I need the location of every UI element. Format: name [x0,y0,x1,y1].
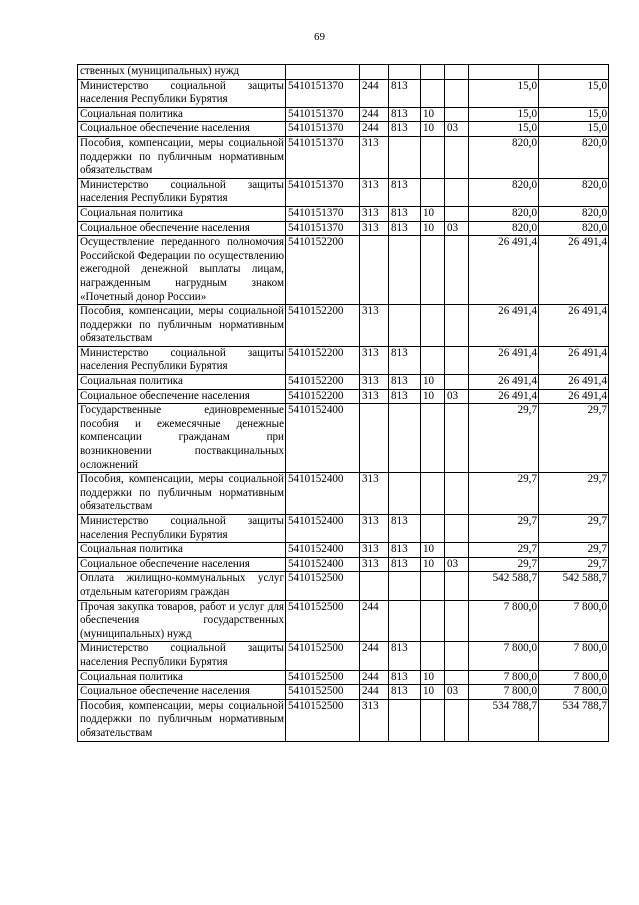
target-article-code-cell: 5410152500 [286,670,360,685]
amount-cell: 29,7 [539,515,609,543]
expense-type-code-cell [360,236,389,305]
section-code-cell [421,178,445,206]
row-name-cell: Пособия, компенсации, меры социальной поддержки по публичным нормативным обязательствам [78,136,286,178]
expense-type-code-cell: 313 [360,221,389,236]
section-code-cell: 10 [421,375,445,390]
expense-type-code-cell: 313 [360,515,389,543]
amount-cell: 26 491,4 [469,236,539,305]
amount-cell: 26 491,4 [469,375,539,390]
section-code-cell: 10 [421,670,445,685]
target-article-code-cell: 5410152200 [286,375,360,390]
table-row [78,389,609,404]
amount-cell: 7 800,0 [539,600,609,642]
amount-cell: 820,0 [539,178,609,206]
row-name-cell: Социальное обеспечение населения [78,122,286,137]
amount-cell: 26 491,4 [469,346,539,374]
expense-type-code-cell: 313 [360,178,389,206]
ministry-code-cell: 813 [389,178,421,206]
section-code-cell: 10 [421,221,445,236]
expense-type-code-cell: 244 [360,107,389,122]
ministry-code-cell [389,136,421,178]
amount-cell: 15,0 [469,107,539,122]
target-article-code-cell: 5410152500 [286,642,360,670]
row-name-cell: Социальное обеспечение населения [78,221,286,236]
section-code-cell [421,515,445,543]
subsection-code-cell [445,79,469,107]
ministry-code-cell [389,473,421,515]
expense-type-code-cell: 313 [360,557,389,572]
amount-cell: 820,0 [539,206,609,221]
row-name-cell: Государственные единовременные пособия и ежемесячные денежные компенсации гражданам при возникновении поствакцинальных осложнений [78,404,286,473]
table-row [78,572,609,600]
table-row [78,107,609,122]
ministry-code-cell [389,305,421,347]
target-article-code-cell: 5410152400 [286,404,360,473]
row-name-cell: ственных (муниципальных) нужд [78,65,286,80]
amount-cell: 820,0 [469,136,539,178]
table-row [78,221,609,236]
target-article-code-cell: 5410152400 [286,515,360,543]
amount-cell: 7 800,0 [539,670,609,685]
amount-cell: 7 800,0 [469,685,539,700]
ministry-code-cell: 813 [389,122,421,137]
amount-cell: 29,7 [539,473,609,515]
amount-cell: 820,0 [469,206,539,221]
ministry-code-cell: 813 [389,642,421,670]
subsection-code-cell [445,236,469,305]
amount-cell: 26 491,4 [469,389,539,404]
amount-cell: 29,7 [469,557,539,572]
section-code-cell [421,136,445,178]
row-name-cell: Пособия, компенсации, меры социальной поддержки по публичным нормативным обязательствам [78,699,286,741]
expense-type-code-cell: 313 [360,206,389,221]
target-article-code-cell: 5410152400 [286,543,360,558]
section-code-cell: 10 [421,122,445,137]
subsection-code-cell: 03 [445,685,469,700]
table-row [78,543,609,558]
target-article-code-cell [286,65,360,80]
expense-type-code-cell: 244 [360,79,389,107]
expense-type-code-cell: 244 [360,122,389,137]
section-code-cell [421,79,445,107]
ministry-code-cell [389,699,421,741]
amount-cell: 15,0 [469,122,539,137]
row-name-cell: Министерство социальной защиты населения Республики Бурятия [78,178,286,206]
target-article-code-cell: 5410152200 [286,389,360,404]
amount-cell: 26 491,4 [539,375,609,390]
amount-cell: 7 800,0 [469,642,539,670]
row-name-cell: Оплата жилищно-коммунальных услуг отдельным категориям граждан [78,572,286,600]
section-code-cell [421,404,445,473]
subsection-code-cell [445,670,469,685]
row-name-cell: Социальное обеспечение населения [78,557,286,572]
expense-type-code-cell: 244 [360,685,389,700]
expense-type-code-cell: 313 [360,543,389,558]
row-name-cell: Министерство социальной защиты населения Республики Бурятия [78,515,286,543]
target-article-code-cell: 5410151370 [286,122,360,137]
expense-type-code-cell: 313 [360,389,389,404]
amount-cell: 534 788,7 [469,699,539,741]
table-row [78,557,609,572]
amount-cell: 534 788,7 [539,699,609,741]
amount-cell: 820,0 [539,136,609,178]
ministry-code-cell [389,236,421,305]
amount-cell: 29,7 [539,404,609,473]
target-article-code-cell: 5410152500 [286,685,360,700]
amount-cell: 820,0 [539,221,609,236]
ministry-code-cell [389,600,421,642]
amount-cell: 29,7 [469,404,539,473]
ministry-code-cell: 813 [389,389,421,404]
ministry-code-cell: 813 [389,375,421,390]
target-article-code-cell: 5410152200 [286,346,360,374]
section-code-cell [421,572,445,600]
ministry-code-cell: 813 [389,670,421,685]
table-row [78,178,609,206]
row-name-cell: Осуществление переданного полномочия Российской Федерации по осуществлению ежегодной денежной выплаты лицам, награжденным нагрудным знаком «Почетный донор России» [78,236,286,305]
page-number: 69 [314,31,325,43]
subsection-code-cell [445,515,469,543]
section-code-cell [421,699,445,741]
table-row [78,206,609,221]
target-article-code-cell: 5410152500 [286,572,360,600]
subsection-code-cell [445,107,469,122]
subsection-code-cell [445,206,469,221]
table-row [78,670,609,685]
table-row [78,515,609,543]
amount-cell: 29,7 [539,543,609,558]
expense-type-code-cell: 313 [360,305,389,347]
table-row [78,236,609,305]
amount-cell: 15,0 [539,107,609,122]
amount-cell: 29,7 [469,515,539,543]
section-code-cell [421,473,445,515]
row-name-cell: Министерство социальной защиты населения Республики Бурятия [78,642,286,670]
expense-type-code-cell [360,404,389,473]
subsection-code-cell: 03 [445,221,469,236]
ministry-code-cell [389,572,421,600]
amount-cell: 15,0 [539,122,609,137]
amount-cell: 15,0 [469,79,539,107]
row-name-cell: Социальное обеспечение населения [78,389,286,404]
row-name-cell: Министерство социальной защиты населения Республики Бурятия [78,346,286,374]
ministry-code-cell: 813 [389,206,421,221]
row-name-cell: Социальная политика [78,375,286,390]
ministry-code-cell: 813 [389,515,421,543]
amount-cell: 15,0 [539,79,609,107]
table-row [78,685,609,700]
subsection-code-cell [445,699,469,741]
row-name-cell: Социальное обеспечение населения [78,685,286,700]
subsection-code-cell [445,375,469,390]
amount-cell: 7 800,0 [539,685,609,700]
amount-cell: 820,0 [469,178,539,206]
table-row [78,65,609,80]
expense-type-code-cell: 313 [360,375,389,390]
expense-type-code-cell: 313 [360,473,389,515]
table-row [78,699,609,741]
amount-cell: 29,7 [539,557,609,572]
row-name-cell: Социальная политика [78,206,286,221]
table-row [78,79,609,107]
section-code-cell: 10 [421,543,445,558]
subsection-code-cell [445,65,469,80]
amount-cell: 7 800,0 [469,670,539,685]
ministry-code-cell: 813 [389,346,421,374]
target-article-code-cell: 5410151370 [286,107,360,122]
section-code-cell [421,642,445,670]
expense-type-code-cell [360,65,389,80]
section-code-cell: 10 [421,206,445,221]
table-row [78,473,609,515]
amount-cell [469,65,539,80]
subsection-code-cell [445,572,469,600]
subsection-code-cell: 03 [445,557,469,572]
ministry-code-cell: 813 [389,79,421,107]
amount-cell: 7 800,0 [539,642,609,670]
ministry-code-cell: 813 [389,557,421,572]
section-code-cell [421,236,445,305]
amount-cell [539,65,609,80]
section-code-cell [421,346,445,374]
amount-cell: 26 491,4 [539,236,609,305]
target-article-code-cell: 5410152500 [286,699,360,741]
section-code-cell [421,65,445,80]
subsection-code-cell [445,473,469,515]
amount-cell: 542 588,7 [539,572,609,600]
table-row [78,375,609,390]
target-article-code-cell: 5410152200 [286,236,360,305]
amount-cell: 26 491,4 [539,346,609,374]
target-article-code-cell: 5410151370 [286,221,360,236]
section-code-cell: 10 [421,389,445,404]
amount-cell: 820,0 [469,221,539,236]
target-article-code-cell: 5410151370 [286,206,360,221]
subsection-code-cell [445,346,469,374]
table-row [78,600,609,642]
section-code-cell: 10 [421,685,445,700]
row-name-cell: Пособия, компенсации, меры социальной поддержки по публичным нормативным обязательствам [78,305,286,347]
row-name-cell: Социальная политика [78,107,286,122]
subsection-code-cell: 03 [445,122,469,137]
amount-cell: 26 491,4 [469,305,539,347]
section-code-cell: 10 [421,107,445,122]
amount-cell: 29,7 [469,543,539,558]
section-code-cell: 10 [421,557,445,572]
amount-cell: 29,7 [469,473,539,515]
row-name-cell: Пособия, компенсации, меры социальной поддержки по публичным нормативным обязательствам [78,473,286,515]
expense-type-code-cell: 244 [360,600,389,642]
amount-cell: 542 588,7 [469,572,539,600]
table-row [78,346,609,374]
expense-type-code-cell: 313 [360,136,389,178]
ministry-code-cell: 813 [389,107,421,122]
subsection-code-cell [445,543,469,558]
target-article-code-cell: 5410152400 [286,473,360,515]
subsection-code-cell [445,178,469,206]
row-name-cell: Прочая закупка товаров, работ и услуг для обеспечения государственных (муниципальных) нужд [78,600,286,642]
row-name-cell: Социальная политика [78,670,286,685]
amount-cell: 7 800,0 [469,600,539,642]
expense-type-code-cell: 313 [360,346,389,374]
expense-type-code-cell: 244 [360,670,389,685]
table-row [78,122,609,137]
ministry-code-cell [389,65,421,80]
expense-type-code-cell [360,572,389,600]
expense-type-code-cell: 313 [360,699,389,741]
target-article-code-cell: 5410152500 [286,600,360,642]
amount-cell: 26 491,4 [539,305,609,347]
ministry-code-cell: 813 [389,221,421,236]
section-code-cell [421,305,445,347]
subsection-code-cell [445,642,469,670]
subsection-code-cell [445,136,469,178]
expense-type-code-cell: 244 [360,642,389,670]
table-row [78,305,609,347]
budget-table [77,64,609,742]
target-article-code-cell: 5410151370 [286,178,360,206]
target-article-code-cell: 5410151370 [286,79,360,107]
subsection-code-cell [445,404,469,473]
section-code-cell [421,600,445,642]
ministry-code-cell [389,404,421,473]
amount-cell: 26 491,4 [539,389,609,404]
table-row [78,136,609,178]
row-name-cell: Социальная политика [78,543,286,558]
target-article-code-cell: 5410151370 [286,136,360,178]
target-article-code-cell: 5410152200 [286,305,360,347]
table-row [78,404,609,473]
row-name-cell: Министерство социальной защиты населения Республики Бурятия [78,79,286,107]
subsection-code-cell [445,305,469,347]
table-row [78,642,609,670]
ministry-code-cell: 813 [389,543,421,558]
target-article-code-cell: 5410152400 [286,557,360,572]
subsection-code-cell: 03 [445,389,469,404]
ministry-code-cell: 813 [389,685,421,700]
budget-table-body [78,65,609,742]
subsection-code-cell [445,600,469,642]
